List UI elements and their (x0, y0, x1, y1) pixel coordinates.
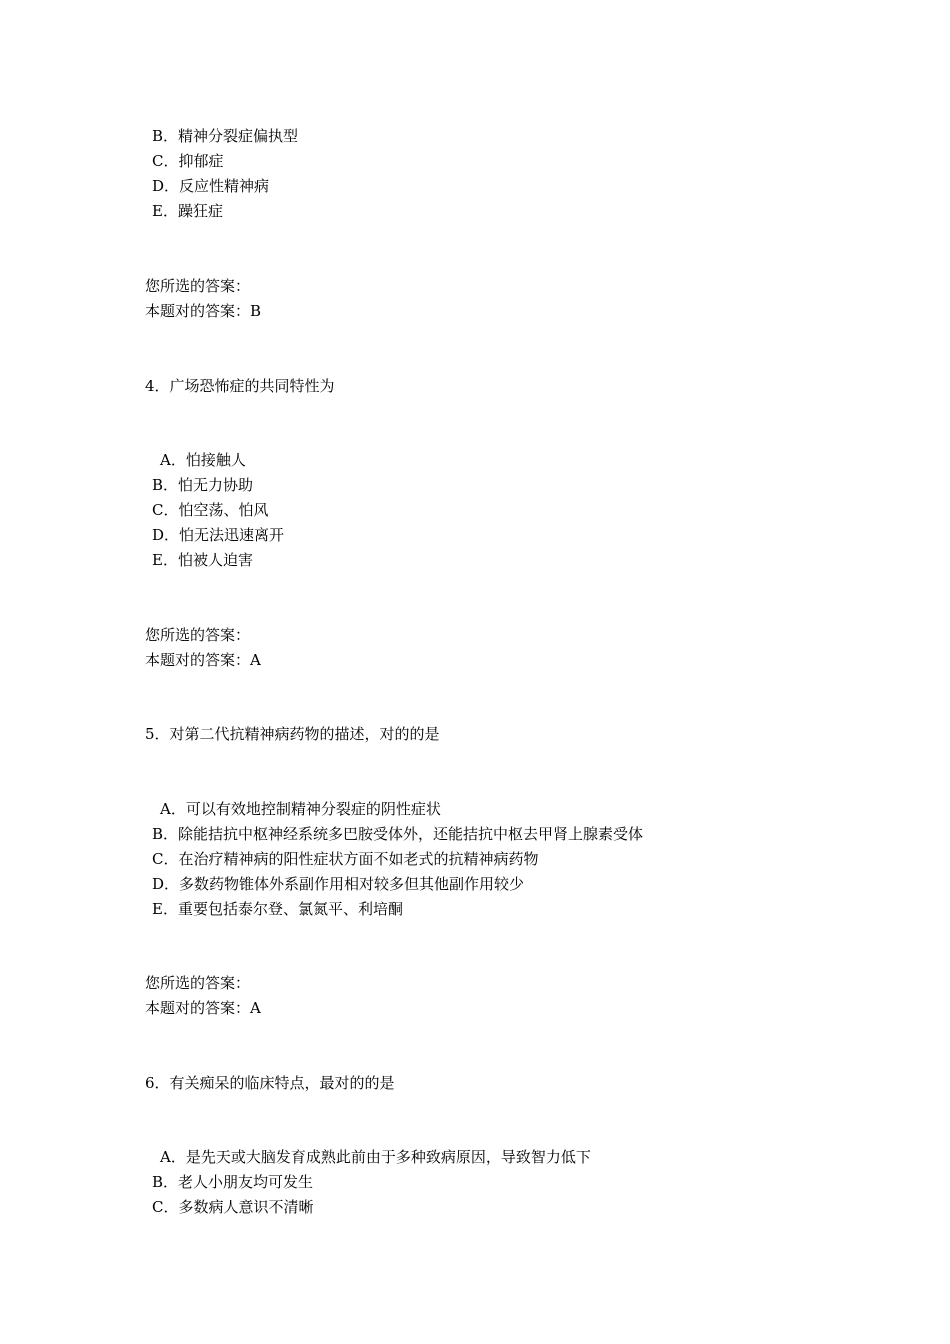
option-c: C．抑郁症 (152, 152, 224, 170)
correct-answer: 本题对的答案：B (145, 302, 262, 320)
q6-option-c: C．多数病人意识不清晰 (152, 1198, 314, 1216)
q5-correct-answer: 本题对的答案：A (145, 999, 261, 1017)
question-6: 6．有关痴呆的临床特点，最对的的是 (145, 1074, 395, 1092)
q5-option-c: C．在治疗精神病的阳性症状方面不如老式的抗精神病药物 (152, 850, 539, 868)
q5-option-a: A．可以有效地控制精神分裂症的阴性症状 (160, 800, 441, 818)
q5-option-e: E．重要包括泰尔登、氯氮平、利培酮 (152, 900, 403, 918)
q4-option-e: E．怕被人迫害 (152, 551, 253, 569)
q4-option-a: A．怕接触人 (160, 451, 246, 469)
q4-option-c: C．怕空荡、怕风 (152, 501, 269, 519)
q4-option-d: D．怕无法迅速离开 (152, 526, 285, 544)
q4-selected-answer-label: 您所选的答案： (145, 626, 251, 644)
q6-option-a: A．是先天或大脑发育成熟此前由于多种致病原因，导致智力低下 (160, 1148, 591, 1166)
question-4: 4．广场恐怖症的共同特性为 (145, 377, 335, 395)
q4-option-b: B．怕无力协助 (152, 476, 254, 494)
q5-selected-answer-label: 您所选的答案： (145, 974, 251, 992)
q5-option-b: B．除能拮抗中枢神经系统多巴胺受体外，还能拮抗中枢去甲肾上腺素受体 (152, 825, 644, 843)
option-d: D．反应性精神病 (152, 177, 270, 195)
q4-correct-answer: 本题对的答案：A (145, 651, 261, 669)
selected-answer-label: 您所选的答案： (145, 277, 251, 295)
q5-option-d: D．多数药物锥体外系副作用相对较多但其他副作用较少 (152, 875, 525, 893)
question-5: 5．对第二代抗精神病药物的描述，对的的是 (145, 725, 440, 743)
option-e: E．躁狂症 (152, 202, 223, 220)
q6-option-b: B．老人小朋友均可发生 (152, 1173, 314, 1191)
option-b: B．精神分裂症偏执型 (152, 127, 299, 145)
